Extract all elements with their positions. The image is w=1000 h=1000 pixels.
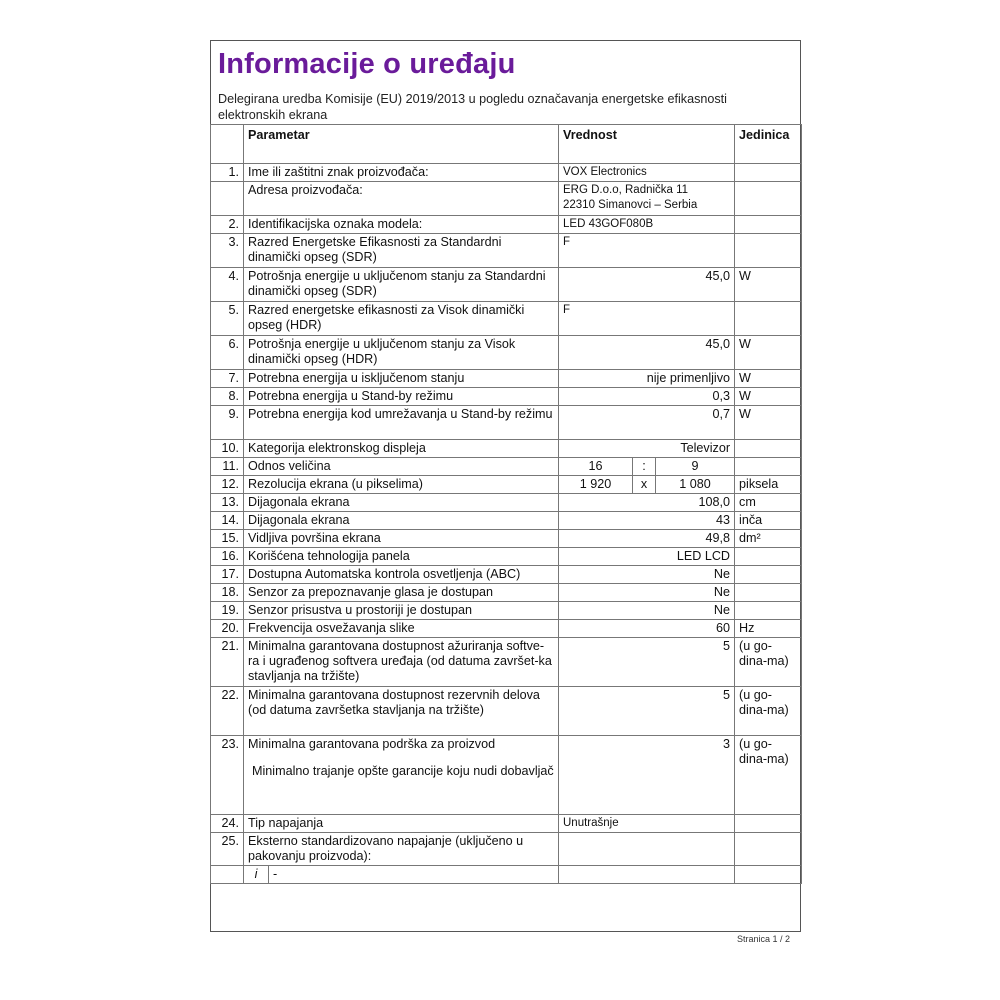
- row-unit: W: [735, 388, 802, 406]
- row-unit: [735, 548, 802, 566]
- row-unit: piksela: [735, 476, 802, 494]
- row-unit: [735, 866, 802, 884]
- row-parameter: Senzor za prepoznavanje glasa je dostupan: [244, 584, 559, 602]
- table-row: [211, 476, 802, 494]
- row-value: ERG D.o.o, Radnička 11 22310 Simanovci – Serbia: [559, 182, 735, 216]
- table-row: [211, 164, 802, 182]
- row-value-sep: x: [633, 476, 656, 494]
- row-number: 17.: [211, 566, 244, 584]
- row-value: LED 43GOF080B: [559, 216, 735, 234]
- row-unit: W: [735, 370, 802, 388]
- row-unit: (u go-dina-ma): [735, 687, 802, 736]
- row-parameter: Potrebna energija u Stand-by režimu: [244, 388, 559, 406]
- row-parameter: Korišćena tehnologija panela: [244, 548, 559, 566]
- row-value-b: 9: [656, 458, 735, 476]
- row-value: 5: [559, 638, 735, 687]
- table-row: [211, 268, 802, 302]
- row-value: VOX Electronics: [559, 164, 735, 182]
- row-value: 108,0: [559, 494, 735, 512]
- table-row: [211, 370, 802, 388]
- row-parameter-line: Minimalna garantovana podrška za proizvod: [248, 737, 496, 751]
- row-unit: [735, 815, 802, 833]
- row-value: Televizor: [559, 440, 735, 458]
- header-number: [211, 125, 244, 164]
- table-row: [211, 638, 802, 687]
- row-value-a: 16: [559, 458, 633, 476]
- row-unit: cm: [735, 494, 802, 512]
- row-value: 45,0: [559, 268, 735, 302]
- table-row: [211, 548, 802, 566]
- table-row: [211, 182, 802, 216]
- row-value: 5: [559, 687, 735, 736]
- table-row: [211, 566, 802, 584]
- row-parameter: Identifikacijska oznaka modela:: [244, 216, 559, 234]
- row-number: 12.: [211, 476, 244, 494]
- table-header-row: [211, 125, 802, 164]
- row-unit: dm²: [735, 530, 802, 548]
- row-unit: Hz: [735, 620, 802, 638]
- row-number: 24.: [211, 815, 244, 833]
- table-row: [211, 388, 802, 406]
- row-dash: -: [269, 866, 559, 884]
- row-number: 5.: [211, 302, 244, 336]
- row-unit: W: [735, 406, 802, 440]
- row-parameter: Vidljiva površina ekrana: [244, 530, 559, 548]
- header-value: Vrednost: [559, 125, 735, 164]
- row-unit: [735, 164, 802, 182]
- row-value-b: 1 080: [656, 476, 735, 494]
- row-parameter: Rezolucija ekrana (u pikselima): [244, 476, 559, 494]
- row-parameter: Dijagonala ekrana: [244, 494, 559, 512]
- table-row: [211, 530, 802, 548]
- row-number: 19.: [211, 602, 244, 620]
- row-parameter: Potrebna energija u isključenom stanju: [244, 370, 559, 388]
- row-parameter: Kategorija elektronskog displeja: [244, 440, 559, 458]
- row-parameter: Eksterno standardizovano napajanje (uključeno u pakovanju proizvoda):: [244, 833, 559, 866]
- table-row: [211, 302, 802, 336]
- row-number: 1.: [211, 164, 244, 182]
- row-unit: [735, 182, 802, 216]
- row-value: [559, 833, 735, 866]
- table-row: [211, 216, 802, 234]
- page-subtitle: Delegirana uredba Komisije (EU) 2019/2013 u pogledu označavanja energetske efikasnosti elektronskih ekrana: [218, 92, 727, 122]
- row-unit: (u go-dina-ma): [735, 736, 802, 815]
- row-parameter: Odnos veličina: [244, 458, 559, 476]
- row-number: 25.: [211, 833, 244, 866]
- table-row: [211, 512, 802, 530]
- row-number: 8.: [211, 388, 244, 406]
- row-parameter: Senzor prisustva u prostoriji je dostupan: [244, 602, 559, 620]
- row-value: Ne: [559, 602, 735, 620]
- row-value: 45,0: [559, 336, 735, 370]
- row-number: 4.: [211, 268, 244, 302]
- table-row: [211, 602, 802, 620]
- row-value: LED LCD: [559, 548, 735, 566]
- row-number: [211, 182, 244, 216]
- row-number: 2.: [211, 216, 244, 234]
- row-unit: W: [735, 336, 802, 370]
- row-number: 15.: [211, 530, 244, 548]
- row-unit: [735, 234, 802, 268]
- row-value: Ne: [559, 566, 735, 584]
- row-value: F: [559, 302, 735, 336]
- row-parameter: Potrošnja energije u uključenom stanju za Visok dinamički opseg (HDR): [244, 336, 559, 370]
- row-value-sep: :: [633, 458, 656, 476]
- header-unit: Jedinica: [735, 125, 802, 164]
- row-unit: [735, 602, 802, 620]
- row-number: [211, 866, 244, 884]
- row-number: 20.: [211, 620, 244, 638]
- row-value-a: 1 920: [559, 476, 633, 494]
- table-row: [211, 866, 802, 884]
- row-unit: [735, 302, 802, 336]
- row-parameter: Frekvencija osvežavanja slike: [244, 620, 559, 638]
- table-row: [211, 815, 802, 833]
- row-unit: [735, 566, 802, 584]
- row-number: 22.: [211, 687, 244, 736]
- row-parameter: Razred energetske efikasnosti za Visok dinamički opseg (HDR): [244, 302, 559, 336]
- page-title: Informacije o uređaju: [218, 48, 516, 80]
- row-index-i: i: [244, 866, 269, 884]
- row-value: Unutrašnje: [559, 815, 735, 833]
- row-parameter: Potrošnja energije u uključenom stanju za Standardni dinamički opseg (SDR): [244, 268, 559, 302]
- row-parameter: Razred Energetske Efikasnosti za Standardni dinamički opseg (SDR): [244, 234, 559, 268]
- row-parameter: Adresa proizvođača:: [244, 182, 559, 216]
- row-parameter: Ime ili zaštitni znak proizvođača:: [244, 164, 559, 182]
- row-value: 0,7: [559, 406, 735, 440]
- row-number: 9.: [211, 406, 244, 440]
- row-parameter: Tip napajanja: [244, 815, 559, 833]
- table-row: [211, 833, 802, 866]
- table-row: [211, 458, 802, 476]
- row-unit: [735, 440, 802, 458]
- table-row: [211, 336, 802, 370]
- row-unit: [735, 216, 802, 234]
- row-parameter: Dijagonala ekrana: [244, 512, 559, 530]
- row-value: nije primenljivo: [559, 370, 735, 388]
- row-unit: (u go-dina-ma): [735, 638, 802, 687]
- row-number: 14.: [211, 512, 244, 530]
- row-unit: inča: [735, 512, 802, 530]
- row-number: 3.: [211, 234, 244, 268]
- row-value: 60: [559, 620, 735, 638]
- row-parameter: Minimalna garantovana dostupnost ažuriranja softve-ra i ugrađenog softvera uređaja (od datuma završet-ka stavljanja na tržište): [244, 638, 559, 687]
- page-footer: Stranica 1 / 2: [737, 934, 791, 944]
- row-number: 16.: [211, 548, 244, 566]
- table-row: [211, 584, 802, 602]
- row-value: 0,3: [559, 388, 735, 406]
- row-number: 13.: [211, 494, 244, 512]
- row-parameter-warranty: Minimalno trajanje opšte garancije koju nudi dobavljač: [252, 764, 554, 778]
- row-value: 3: [559, 736, 735, 815]
- table-row: [211, 406, 802, 440]
- row-value: F: [559, 234, 735, 268]
- row-value: Ne: [559, 584, 735, 602]
- row-number: 7.: [211, 370, 244, 388]
- table-row: [211, 620, 802, 638]
- header-parameter: Parametar: [244, 125, 559, 164]
- row-value: 49,8: [559, 530, 735, 548]
- row-parameter: [244, 736, 559, 815]
- row-parameter: Dostupna Automatska kontrola osvetljenja (ABC): [244, 566, 559, 584]
- table-row: [211, 494, 802, 512]
- row-parameter: Minimalna garantovana dostupnost rezervnih delova (od datuma završetka stavljanja na tržište): [244, 687, 559, 736]
- row-number: 23.: [211, 736, 244, 815]
- table-row: [211, 736, 802, 815]
- table-row: [211, 234, 802, 268]
- row-number: 18.: [211, 584, 244, 602]
- row-unit: W: [735, 268, 802, 302]
- row-unit: [735, 458, 802, 476]
- row-number: 21.: [211, 638, 244, 687]
- row-unit: [735, 833, 802, 866]
- row-number: 11.: [211, 458, 244, 476]
- row-value: [559, 866, 735, 884]
- row-number: 6.: [211, 336, 244, 370]
- row-parameter: Potrebna energija kod umrežavanja u Stand-by režimu: [244, 406, 559, 440]
- row-unit: [735, 584, 802, 602]
- table-row: [211, 440, 802, 458]
- row-value: 43: [559, 512, 735, 530]
- parameters-table: [210, 124, 802, 884]
- table-row: [211, 687, 802, 736]
- row-number: 10.: [211, 440, 244, 458]
